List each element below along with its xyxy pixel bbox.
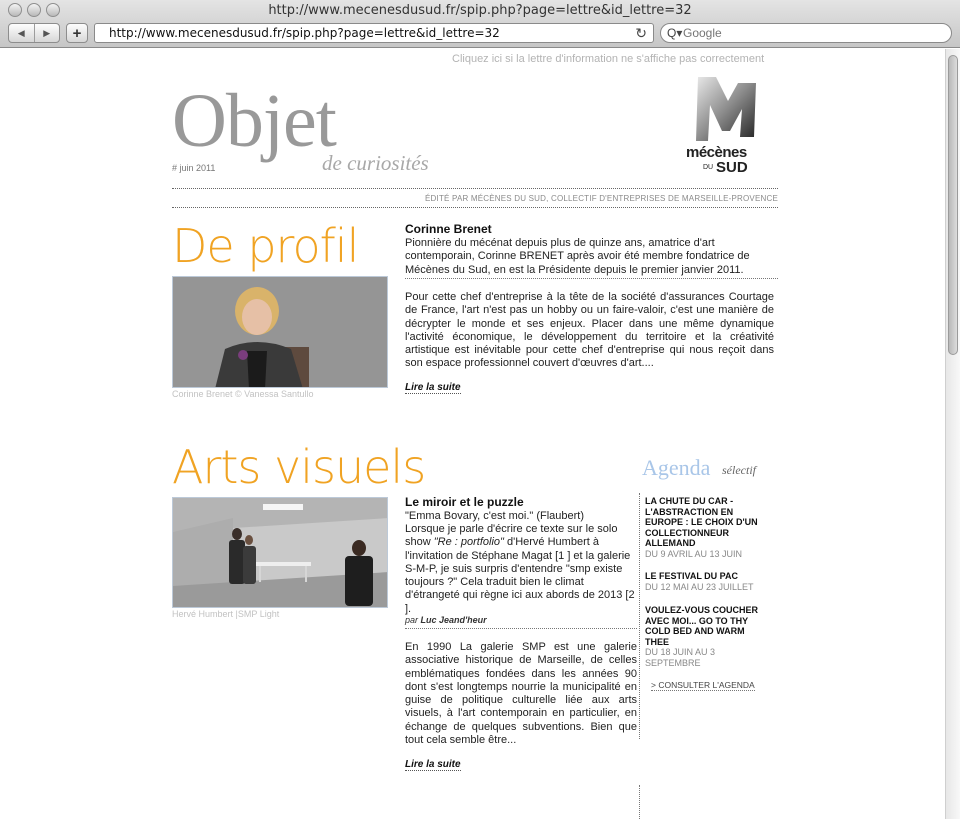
- agenda-item[interactable]: [645, 571, 769, 592]
- agenda-item-date: DU 18 JUIN AU 3 SEPTEMBRE: [645, 647, 716, 668]
- newsletter-subtitle: de curiosités: [322, 151, 429, 175]
- header-divider: [172, 188, 778, 189]
- article-intro-italic: "Re : portfolio": [433, 536, 504, 549]
- portrait-image: [173, 277, 388, 388]
- header-divider-bottom: [172, 207, 778, 208]
- edited-by: ÉDITÉ PAR MÉCÈNES DU SUD, COLLECTIF D'ENTREPRISES DE MARSEILLE-PROVENCE: [425, 194, 778, 203]
- reload-icon[interactable]: ↻: [635, 25, 647, 41]
- add-bookmark-icon[interactable]: +: [66, 23, 88, 43]
- section-title-arts: Arts visuels: [172, 440, 426, 494]
- article-quote: "Emma Bovary, c'est moi." (Flaubert): [405, 510, 585, 522]
- page-content: [0, 49, 945, 819]
- section-title-profil: De profil: [172, 219, 359, 273]
- profile-divider: [405, 278, 778, 279]
- mecenes-du-sud-logo[interactable]: [684, 73, 774, 183]
- profile-body: Pour cette chef d'entreprise à la tête de la société d'assurances Courtage de France, l'art n'est pas un hobby ou un faire-valoir, c'est une manière de décrypter le monde et ses enjeux. Placer dans une même dynamique l'activité économique, le développement du territoire et la créativité artistique est inévitable pour cette chef d'entreprise qui nous reçoit dans son espace professionnel couvert d'œuvres d'art....: [405, 291, 774, 370]
- article-headline: Le miroir et le puzzle: [405, 495, 524, 509]
- agenda-item-date: DU 9 AVRIL AU 13 JUIN: [645, 548, 743, 559]
- byline-author: Luc Jeand'heur: [420, 615, 487, 625]
- article-intro-part2: d'Hervé Humbert à l'invitation de Stéphane Magat [1 ] et la galerie S-M-P, je suis surpris d'entendre "smp existe toujours ?" Cela traduit bien le climat d'étrangeté qui règne ici aux abords de 2013 [2 ].: [405, 536, 635, 615]
- article-byline: [405, 615, 487, 625]
- gallery-image: [173, 498, 388, 608]
- issue-date: # juin 2011: [172, 163, 216, 173]
- article-read-more-link[interactable]: Lire la suite: [405, 759, 461, 770]
- agenda-item-title[interactable]: LA CHUTE DU CAR - L'ABSTRACTION EN EUROPE : LE CHOIX D'UN COLLECTIONNEUR ALLEMAND: [645, 496, 758, 548]
- article-body: En 1990 La galerie SMP est une galerie associative historique de Marseille, de celles emblématiques fondées dans les années 90 dont s'est longtemps nourrie la municipalité en guise de politique culturelle liée aux arts visuels, à l'art contemporain en particulier, en échange de quelques subventions. Bien que tout cela semble être...: [405, 641, 637, 747]
- history-buttons: [8, 23, 60, 43]
- portrait-photo[interactable]: [172, 276, 388, 388]
- profile-read-more-link[interactable]: Lire la suite: [405, 382, 461, 393]
- back-icon[interactable]: ◀: [17, 27, 25, 38]
- agenda-item[interactable]: [645, 605, 769, 668]
- agenda-divider: [639, 493, 640, 739]
- search-input[interactable]: [683, 26, 943, 40]
- agenda-subtitle: sélectif: [722, 463, 756, 477]
- agenda-divider-lower: [639, 785, 640, 819]
- agenda-title: Agenda: [642, 455, 711, 480]
- profile-intro: Pionnière du mécénat depuis plus de quinze ans, amatrice d'art contemporain, Corinne BRENET après avoir été membre fondatrice de Mécènes du Sud, en est la Présidente depuis le premier janvier 2011.: [405, 237, 750, 276]
- article-intro: [405, 523, 637, 616]
- agenda-item-title[interactable]: LE FESTIVAL DU PAC: [645, 571, 739, 581]
- view-online-link[interactable]: Cliquez ici si la lettre d'information ne s'affiche pas correctement: [452, 53, 765, 65]
- scrollbar-thumb[interactable]: [948, 55, 958, 355]
- newsletter-title: Objet: [172, 79, 336, 163]
- agenda-item-title[interactable]: VOULEZ-VOUS COUCHER AVEC MOI... GO TO THY COLD BED AND WARM THEE: [645, 605, 759, 647]
- search-box[interactable]: [660, 23, 952, 43]
- article-divider: [405, 628, 637, 629]
- byline-prefix: par: [405, 615, 419, 625]
- logo-text-mecenes: mécènes: [686, 144, 747, 161]
- search-icon[interactable]: Q▾: [667, 26, 683, 40]
- agenda-link[interactable]: > CONSULTER L'AGENDA: [651, 680, 755, 690]
- portrait-caption: Corinne Brenet © Vanessa Santullo: [172, 389, 314, 399]
- logo-text-sud: SUD: [716, 159, 748, 176]
- agenda-item[interactable]: [645, 496, 769, 559]
- profile-name: Corinne Brenet: [405, 222, 492, 236]
- vertical-scrollbar[interactable]: [945, 49, 960, 819]
- browser-toolbar: [0, 0, 960, 48]
- gallery-caption: Hervé Humbert |SMP Light: [172, 609, 280, 619]
- address-bar[interactable]: [94, 23, 654, 43]
- forward-icon[interactable]: ▶: [34, 24, 60, 42]
- agenda-item-date: DU 12 MAI AU 23 JUILLET: [645, 581, 754, 592]
- logo-text-du: DU: [703, 164, 714, 171]
- url-text[interactable]: http://www.mecenesdusud.fr/spip.php?page=lettre&id_lettre=32: [109, 26, 500, 40]
- window-title: http://www.mecenesdusud.fr/spip.php?page=lettre&id_lettre=32: [268, 3, 692, 18]
- article-intro-part1: Lorsque je parle d'écrire ce texte sur le solo show: [405, 523, 618, 549]
- gallery-photo[interactable]: [172, 497, 388, 608]
- logo-mark-icon: [694, 75, 760, 143]
